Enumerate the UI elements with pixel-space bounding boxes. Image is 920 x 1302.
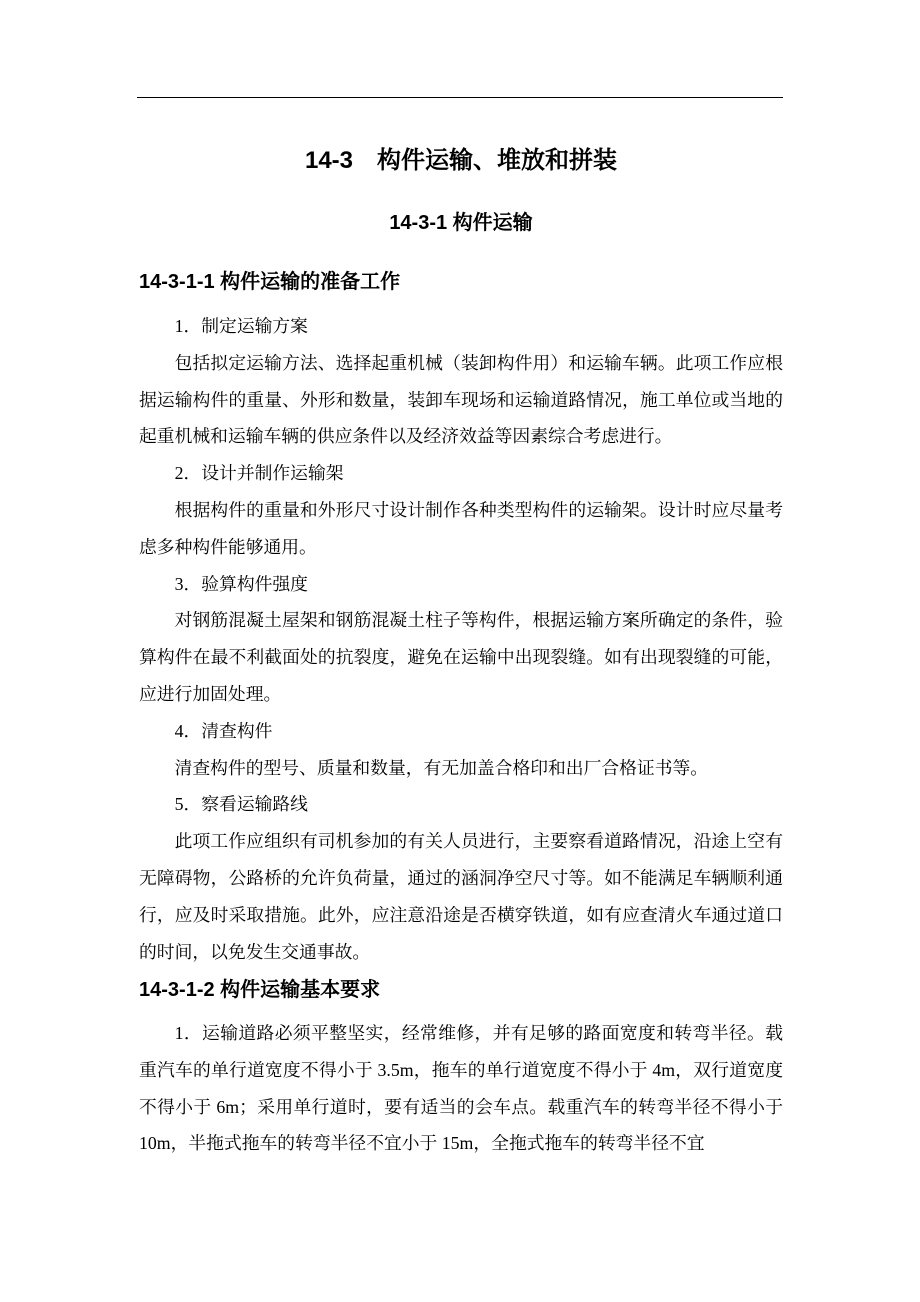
paragraph: 对钢筋混凝土屋架和钢筋混凝土柱子等构件，根据运输方案所确定的条件，验算构件在最不利截面处的抗裂度，避免在运输中出现裂缝。如有出现裂缝的可能，应进行加固处理。: [139, 610, 783, 704]
paragraph: 包括拟定运输方法、选择起重机械（装卸构件用）和运输车辆。此项工作应根据运输构件的重量、外形和数量，装卸车现场和运输道路情况，施工单位或当地的起重机械和运输车辆的供应条件以及经济效益等因素综合考虑进行。: [139, 352, 783, 447]
subsection-body: [139, 308, 783, 970]
header-rule: [137, 97, 783, 98]
subsection-body: [139, 1015, 783, 1162]
paragraph: 清查构件的型号、质量和数量，有无加盖合格印和出厂合格证书等。: [174, 757, 709, 778]
item-heading: 5．察看运输路线: [174, 794, 308, 815]
section-title: 14-3-1 构件运输: [389, 212, 533, 234]
subsection-heading: 14-3-1-1 构件运输的准备工作: [139, 271, 401, 293]
item-heading: 1．制定运输方案: [174, 316, 308, 336]
paragraph: 根据构件的重量和外形尺寸设计制作各种类型构件的运输架。设计时应尽量考虑多种构件能够通用。: [139, 499, 783, 557]
subsection-heading: 14-3-1-2 构件运输基本要求: [139, 979, 381, 1001]
item-heading: 2．设计并制作运输架: [174, 463, 344, 484]
chapter-title: 14-3 构件运输、堆放和拼装: [304, 147, 618, 174]
paragraph: 1．运输道路必须平整坚实，经常维修，并有足够的路面宽度和转弯半径。载重汽车的单行道宽度不得小于 3.5m，拖车的单行道宽度不得小于 4m，双行道宽度不得小于 6m；采用单行道时，要有适当的会车点。载重汽车的转弯半径不得小于 10m，半拖式拖车的转弯半径不宜小于 15m，全拖式拖车的转弯半径不宜: [139, 1023, 783, 1154]
paragraph: 此项工作应组织有司机参加的有关人员进行，主要察看道路情况，沿途上空有无障碍物，公路桥的允许负荷量，通过的涵洞净空尺寸等。如不能满足车辆顺利通行，应及时采取措施。此外，应注意沿途是否横穿铁道，如有应查清火车通过道口的时间，以免发生交通事故。: [139, 831, 783, 962]
item-heading: 3．验算构件强度: [174, 573, 308, 594]
item-heading: 4．清查构件: [174, 720, 273, 741]
